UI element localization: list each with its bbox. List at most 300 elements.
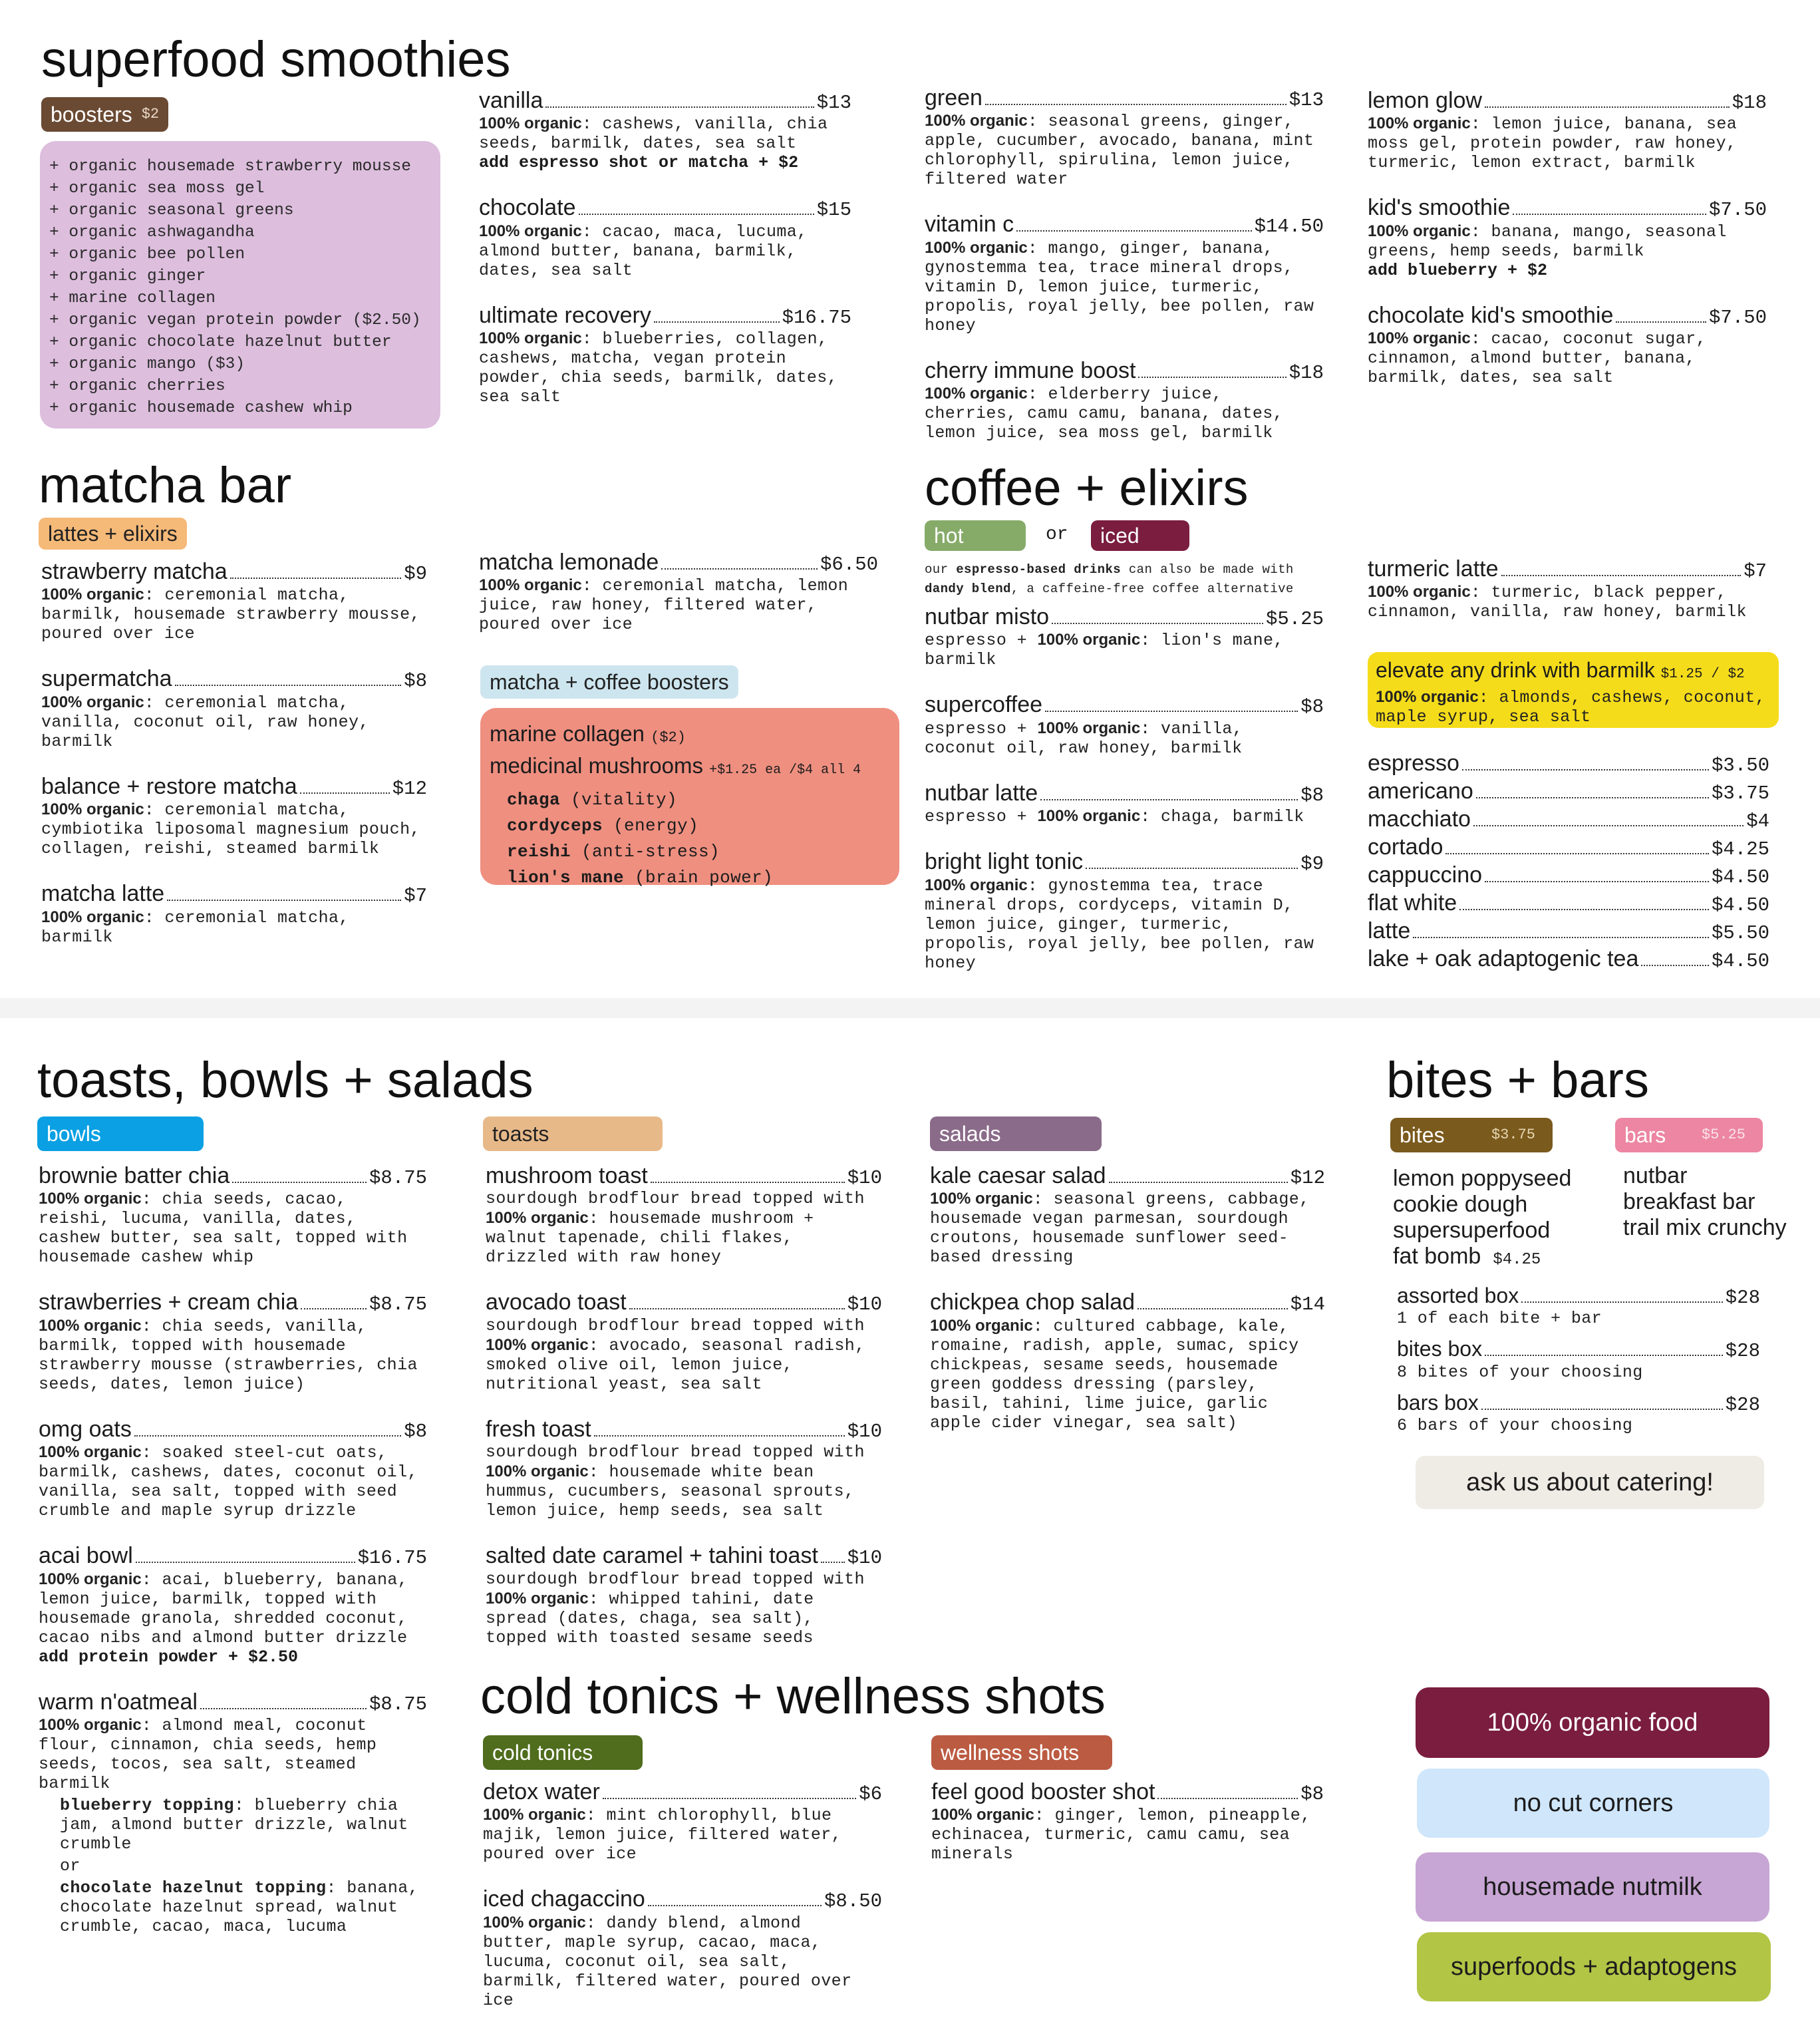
menu-item-row — [486, 1543, 882, 1569]
dot-leader — [661, 568, 818, 570]
espresso-item-cappuccino — [1368, 862, 1769, 890]
item-ingredients: : ceremonial matcha, barmilk — [41, 908, 349, 947]
turmeric-block — [1368, 556, 1767, 644]
elevate-organic: 100% organic — [1376, 688, 1479, 706]
dot-leader — [648, 1905, 822, 1906]
item-ingredients: : cashews, vanilla, chia seeds, barmilk, dates, sea salt — [479, 114, 828, 154]
bar-item: trail mix crunchy — [1623, 1215, 1787, 1240]
item-price: $8.75 — [369, 1167, 427, 1189]
item-ingredients: : avocado, seasonal radish, smoked olive oil, lemon juice, nutritional yeast, sea salt — [486, 1335, 865, 1394]
organic-label: 100% organic — [483, 1806, 586, 1824]
item-name: nutbar misto — [925, 604, 1050, 629]
menu-item-green — [925, 85, 1324, 189]
item-ingredients: : gynostemma tea, trace mineral drops, cordyceps, vitamin D, lemon juice, ginger, turmeric, propolis, royal jelly, bee pollen, raw honey — [925, 876, 1314, 973]
menu-item-avocado-toast — [486, 1289, 882, 1393]
organic-label: 100% organic — [930, 1316, 1033, 1335]
organic-label: 100% organic — [39, 1570, 142, 1588]
item-description — [925, 630, 1324, 669]
espresso-item-cortado — [1368, 834, 1769, 862]
box-description: 8 bites of your choosing — [1397, 1362, 1643, 1382]
item-description — [479, 329, 851, 407]
item-price: $14.50 — [1254, 216, 1324, 238]
mushroom-chaga — [507, 787, 899, 813]
dot-leader — [1485, 881, 1709, 882]
boosters-pill — [41, 97, 168, 132]
item-price: $3.75 — [1711, 782, 1769, 804]
item-name: kid's smoothie — [1368, 195, 1511, 221]
item-name: cappuccino — [1368, 862, 1483, 888]
organic-label: 100% organic — [41, 908, 144, 926]
menu-item-brownie-batter-chia — [39, 1163, 427, 1267]
item-prefix: sourdough brodflour bread topped with — [486, 1443, 865, 1462]
dot-leader — [1485, 1355, 1723, 1356]
dot-leader — [1138, 377, 1286, 378]
mushroom-lion-s-mane — [507, 865, 899, 891]
item-price: $12 — [392, 777, 427, 800]
elevate-box — [1368, 652, 1779, 728]
wellness-shots-col — [931, 1779, 1324, 1886]
organic-label: 100% organic — [1037, 719, 1141, 737]
item-description — [41, 800, 427, 858]
menu-item-nutbar-latte — [925, 780, 1324, 826]
dot-leader — [594, 1435, 845, 1437]
item-price: $8 — [404, 670, 427, 693]
item-name: brownie batter chia — [39, 1163, 230, 1188]
dot-leader — [1459, 909, 1709, 910]
item-ingredients: : ceremonial matcha, vanilla, coconut oil, raw honey, barmilk — [41, 693, 369, 751]
dot-leader — [1045, 711, 1298, 712]
booster-item: + marine collagen — [49, 289, 216, 307]
booster-item: + organic seasonal greens — [49, 202, 294, 220]
item-price: $4.50 — [1711, 894, 1769, 916]
item-name: strawberry matcha — [41, 559, 228, 584]
item-price: $18 — [1289, 361, 1324, 384]
note-mid: can also be made with — [1128, 562, 1294, 577]
item-prefix: sourdough brodflour bread topped with — [486, 1315, 865, 1335]
item-name: detox water — [483, 1779, 600, 1804]
menu-item-row — [931, 1779, 1324, 1805]
oatmeal-ingredients: : almond meal, coconut flour, cinnamon, chia seeds, hemp seeds, tocos, sea salt, steamed barmilk — [39, 1716, 377, 1794]
dot-leader — [629, 1308, 845, 1309]
item-price: $4.50 — [1711, 950, 1769, 972]
dot-leader — [654, 321, 780, 323]
organic-label: 100% organic — [41, 693, 144, 711]
menu-item-row — [1368, 303, 1767, 329]
note-pre: our — [925, 562, 949, 577]
badge-organic-food: 100% organic food — [1416, 1687, 1769, 1758]
item-description — [931, 1805, 1324, 1864]
item-name: strawberries + cream chia — [39, 1289, 299, 1315]
dot-leader — [1521, 1301, 1723, 1303]
topping-2-desc: : banana, chocolate hazelnut spread, walnut crumble, cacao, maca, lucuma — [60, 1878, 419, 1937]
item-name: lake + oak adaptogenic tea — [1368, 946, 1639, 971]
mushrooms-name: medicinal mushrooms — [490, 753, 703, 778]
matcha-col-1 — [41, 559, 427, 969]
mushroom-name: cordyceps — [507, 816, 603, 836]
organic-label: 100% organic — [486, 1209, 589, 1228]
dot-leader — [651, 1182, 845, 1183]
organic-label: 100% organic — [479, 114, 582, 133]
menu-item-omg-oats — [39, 1417, 427, 1520]
box-row — [1397, 1284, 1760, 1309]
bite-item: lemon poppyseed — [1393, 1166, 1572, 1191]
organic-label: 100% organic — [925, 238, 1028, 257]
organic-label: 100% organic — [39, 1190, 142, 1208]
drinks-menu — [0, 0, 1820, 998]
elevate-price: $1.25 / $2 — [1660, 667, 1745, 682]
fat-bomb-price: $4.25 — [1493, 1251, 1541, 1269]
item-price: $8 — [1300, 1783, 1324, 1805]
item-ingredients: : chaga, barmilk — [1140, 807, 1304, 827]
bowls-pill: bowls — [37, 1116, 204, 1151]
mushroom-list — [490, 787, 899, 891]
item-description — [925, 719, 1324, 758]
bars-pill — [1615, 1118, 1763, 1152]
iced-pill: iced — [1091, 520, 1189, 551]
box-item-bites-box — [1397, 1337, 1760, 1381]
cold-tonics-col — [483, 1779, 882, 2033]
item-price: $8.50 — [824, 1890, 882, 1913]
item-ingredients: : lemon juice, banana, sea moss gel, protein powder, raw honey, turmeric, lemon extract, barmilk — [1368, 114, 1738, 173]
item-prefix: sourdough brodflour bread topped with — [486, 1569, 865, 1589]
dot-leader — [1641, 965, 1709, 966]
organic-label: 100% organic — [1368, 329, 1471, 348]
smoothies-col-3 — [925, 85, 1324, 465]
menu-item-supermatcha — [41, 666, 427, 751]
dot-leader — [1138, 1308, 1288, 1309]
item-description — [41, 908, 427, 947]
item-price: $28 — [1725, 1340, 1760, 1363]
menu-item-row — [41, 666, 427, 692]
item-ingredients: : chia seeds, cacao, reishi, lucuma, vanilla, dates, cashew butter, sea salt, topped with housemade cashew whip — [39, 1190, 408, 1268]
dot-leader — [1052, 623, 1263, 624]
bar-item: breakfast bar — [1623, 1189, 1755, 1214]
item-description — [39, 1189, 427, 1267]
box-row — [1397, 1337, 1760, 1362]
smoothies-col-2 — [479, 88, 851, 429]
organic-label: 100% organic — [930, 1190, 1033, 1208]
organic-label: 100% organic — [39, 1316, 142, 1335]
espresso-item-lake-oak-adaptogenic-tea — [1368, 946, 1769, 974]
item-price: $14 — [1290, 1293, 1325, 1316]
catering-box[interactable]: ask us about catering! — [1416, 1456, 1764, 1509]
boosters-list — [49, 156, 440, 419]
item-price: $4.50 — [1711, 866, 1769, 888]
menu-item-vanilla — [479, 88, 851, 172]
item-price: $7.50 — [1708, 306, 1767, 329]
item-price: $6 — [859, 1783, 882, 1805]
menu-item-row — [930, 1289, 1325, 1315]
menu-item-row — [41, 774, 427, 800]
item-price: $6.50 — [820, 554, 878, 576]
item-name: iced chagaccino — [483, 1886, 645, 1912]
bite-item-fat-bomb — [1393, 1244, 1612, 1273]
item-name: latte — [1368, 918, 1411, 943]
organic-label: 100% organic — [479, 576, 582, 595]
note-bold-1: espresso-based drinks — [956, 562, 1122, 577]
menu-item-row — [39, 1543, 427, 1569]
item-description — [925, 238, 1324, 335]
booster-item: + organic bee pollen — [49, 246, 245, 263]
dot-leader — [1086, 868, 1298, 869]
item-name: americano — [1368, 778, 1473, 804]
item-ingredients: : mint chlorophyll, blue majik, lemon juice, filtered water, poured over ice — [483, 1806, 842, 1864]
item-description — [930, 1189, 1325, 1267]
menu-item-chocolate — [479, 195, 851, 279]
organic-label: 100% organic — [1037, 807, 1141, 826]
menu-item-row — [479, 550, 878, 576]
organic-label: 100% organic — [41, 800, 144, 819]
item-name: chocolate kid's smoothie — [1368, 302, 1614, 328]
menu-item-row — [1368, 88, 1767, 114]
item-description — [925, 111, 1324, 189]
item-name: acai bowl — [39, 1543, 133, 1569]
menu-item-turmeric-latte — [1368, 556, 1767, 621]
menu-item-row — [41, 881, 427, 907]
dot-leader — [1485, 106, 1730, 108]
dot-leader — [1413, 937, 1709, 938]
item-price: $9 — [404, 563, 427, 585]
item-name: macchiato — [1368, 806, 1471, 832]
item-price: $10 — [847, 1167, 882, 1189]
espresso-item-latte — [1368, 918, 1769, 946]
item-ingredients: : cacao, maca, lucuma, almond butter, banana, barmilk, dates, sea salt — [479, 222, 808, 280]
item-price: $8 — [404, 1420, 427, 1443]
item-price: $7.50 — [1708, 199, 1767, 222]
dot-leader — [1016, 230, 1251, 232]
menu-item-row — [925, 849, 1324, 875]
menu-item-supercoffee — [925, 692, 1324, 757]
item-description — [1368, 114, 1767, 172]
menu-item-detox-water — [483, 1779, 882, 1864]
item-description — [1368, 582, 1767, 621]
menu-item-fresh-toast — [486, 1417, 882, 1520]
item-prefix: sourdough brodflour bread topped with — [486, 1189, 865, 1209]
badge-no-cut-corners: no cut corners — [1417, 1769, 1769, 1838]
item-description — [486, 1189, 882, 1267]
dot-leader — [301, 1308, 367, 1309]
bites-items — [1393, 1166, 1612, 1273]
toasts-pill: toasts — [483, 1116, 663, 1151]
item-description — [483, 1805, 882, 1864]
badge-housemade-nutmilk: housemade nutmilk — [1416, 1852, 1769, 1922]
dot-leader — [1445, 853, 1709, 854]
item-description — [925, 384, 1324, 442]
collagen-price: ($2) — [651, 729, 686, 746]
menu-item-strawberry-matcha — [41, 559, 427, 643]
dot-leader — [603, 1798, 856, 1799]
item-ingredients: : ceremonial matcha, barmilk, housemade strawberry mousse, poured over ice — [41, 586, 420, 644]
item-description — [39, 1316, 427, 1394]
dot-leader — [1462, 769, 1709, 770]
item-ingredients: : turmeric, black pepper, cinnamon, vanilla, raw honey, barmilk — [1368, 583, 1747, 622]
item-ingredients: : seasonal greens, ginger, apple, cucumber, avocado, banana, mint chlorophyll, spirulina, lemon juice, filtered water — [925, 112, 1314, 190]
bite-item: cookie dough — [1393, 1192, 1528, 1217]
item-description — [39, 1570, 427, 1647]
organic-label: 100% organic — [483, 1913, 586, 1932]
item-price: $18 — [1732, 92, 1767, 114]
item-price: $13 — [1289, 89, 1324, 111]
organic-label: 100% organic — [1368, 114, 1471, 133]
dot-leader — [1513, 214, 1706, 215]
dot-leader — [1616, 321, 1706, 323]
dot-leader — [1157, 1798, 1298, 1799]
menu-item-bright-light-tonic — [925, 849, 1324, 972]
organic-label: 100% organic — [479, 329, 582, 348]
item-price: $8 — [1300, 696, 1324, 719]
menu-item-row — [483, 1779, 882, 1805]
item-name: green — [925, 85, 983, 110]
organic-label: 100% organic — [925, 876, 1028, 894]
item-ingredients: : ceremonial matcha, cymbiotika liposomal magnesium pouch, collagen, reishi, steamed barmilk — [41, 800, 420, 859]
item-prefix: espresso + — [925, 807, 1038, 827]
item-description — [479, 114, 851, 153]
organic-label: 100% organic — [1368, 222, 1471, 240]
dot-leader — [232, 1182, 367, 1183]
menu-item-matcha-latte — [41, 881, 427, 946]
topping-1-name: blueberry topping — [60, 1796, 234, 1816]
menu-item-kale-caesar-salad — [930, 1163, 1325, 1267]
menu-item-cherry-immune-boost — [925, 358, 1324, 442]
item-name: matcha latte — [41, 881, 165, 907]
item-name: fresh toast — [486, 1416, 591, 1442]
smoothies-col-4 — [1368, 88, 1767, 410]
menu-item-row — [925, 780, 1324, 806]
item-prefix: espresso + — [925, 631, 1038, 651]
menu-item-row — [41, 559, 427, 585]
organic-label: 100% organic — [925, 112, 1028, 130]
cold-tonics-pill: cold tonics — [483, 1735, 643, 1770]
tonics-title: cold tonics + wellness shots — [480, 1668, 1106, 1725]
menu-item-row — [486, 1163, 882, 1189]
item-name: bites box — [1397, 1337, 1483, 1361]
item-name: vanilla — [479, 88, 543, 113]
bar-item: nutbar — [1623, 1163, 1688, 1188]
item-name: assorted box — [1397, 1283, 1519, 1307]
item-name: espresso — [1368, 751, 1459, 776]
dot-leader — [1109, 1182, 1288, 1183]
item-ingredients: : lion's mane, barmilk — [925, 631, 1284, 670]
menu-item-kid-s-smoothie — [1368, 195, 1767, 279]
item-ingredients: : cacao, coconut sugar, cinnamon, almond butter, banana, barmilk, dates, sea salt — [1368, 329, 1706, 388]
elevate-title-line — [1376, 657, 1771, 687]
organic-label: 100% organic — [931, 1806, 1034, 1824]
item-ingredients: : banana, mango, seasonal greens, hemp seeds, barmilk — [1368, 222, 1727, 261]
booster-item: + organic mango ($3) — [49, 355, 245, 373]
menu-item-row — [39, 1417, 427, 1443]
box-item-assorted-box — [1397, 1284, 1760, 1328]
mushrooms-price: +$1.25 ea /$4 all 4 — [709, 763, 861, 778]
menu-item-feel-good-booster-shot — [931, 1779, 1324, 1864]
salads-col — [930, 1163, 1325, 1455]
item-description — [930, 1316, 1325, 1433]
item-name: matcha lemonade — [479, 550, 659, 575]
dot-leader — [1473, 825, 1744, 826]
item-name: chocolate — [479, 195, 576, 221]
item-ingredients: : mango, ginger, banana, gynostemma tea, trace mineral drops, vitamin D, lemon juice, turmeric, propolis, royal jelly, bee pollen, raw honey — [925, 238, 1314, 335]
item-name: lemon glow — [1368, 88, 1482, 113]
menu-item-salted-date-caramel-tahini-toast — [486, 1543, 882, 1647]
item-price: $9 — [1300, 853, 1324, 876]
toasts-col — [486, 1163, 882, 1670]
note-post: , a caffeine-free coffee alternative — [1010, 582, 1294, 596]
item-price: $28 — [1725, 1393, 1760, 1416]
box-item-bars-box — [1397, 1391, 1760, 1435]
oatmeal-desc — [39, 1715, 427, 1793]
menu-item-row — [930, 1163, 1325, 1189]
organic-label: 100% organic — [486, 1335, 589, 1354]
item-name: nutbar latte — [925, 780, 1038, 806]
box-description: 1 of each bite + bar — [1397, 1309, 1602, 1329]
item-description — [479, 576, 878, 634]
hot-pill: hot — [925, 520, 1026, 551]
boosters-box — [40, 141, 440, 428]
mushroom-note: (vitality) — [571, 790, 678, 810]
item-name: chickpea chop salad — [930, 1289, 1136, 1315]
item-name: supercoffee — [925, 692, 1043, 718]
dot-leader — [136, 1562, 355, 1563]
menu-item-row — [925, 85, 1324, 111]
dot-leader — [230, 578, 402, 579]
item-price: $10 — [847, 1293, 882, 1316]
item-price: $7 — [1744, 560, 1767, 582]
oatmeal-organic: 100% organic — [39, 1716, 142, 1735]
item-price: $8.75 — [369, 1293, 427, 1316]
booster-item: + organic ashwagandha — [49, 224, 255, 242]
bars-label: bars — [1624, 1123, 1666, 1147]
menu-item-row — [925, 692, 1324, 718]
dot-leader — [1501, 575, 1742, 576]
item-name: balance + restore matcha — [41, 773, 297, 799]
item-price: $12 — [1290, 1167, 1325, 1189]
menu-item-chickpea-chop-salad — [930, 1289, 1325, 1432]
boxes-list — [1397, 1284, 1760, 1445]
dot-leader — [821, 1562, 845, 1563]
item-name: avocado toast — [486, 1289, 627, 1315]
item-price: $3.50 — [1711, 755, 1769, 776]
item-description — [41, 693, 427, 751]
bite-item: supersuperfood — [1393, 1218, 1551, 1243]
item-description — [41, 585, 427, 643]
dot-leader — [579, 214, 814, 215]
item-description — [1368, 222, 1767, 261]
item-price: $8 — [1300, 784, 1324, 806]
topping-2-name: chocolate hazelnut topping — [60, 1878, 327, 1898]
item-name: flat white — [1368, 890, 1457, 916]
organic-label: 100% organic — [1368, 583, 1471, 601]
dot-leader — [300, 792, 390, 794]
topping-1-desc: : blueberry chia jam, almond butter drizzle, walnut crumble — [60, 1796, 408, 1854]
espresso-item-espresso — [1368, 751, 1769, 778]
item-description — [925, 806, 1324, 826]
item-price: $10 — [847, 1420, 882, 1443]
menu-item-row — [1368, 195, 1767, 221]
item-price: $10 — [847, 1547, 882, 1570]
item-description — [486, 1443, 882, 1520]
item-ingredients: : whipped tahini, date spread (dates, chaga, sea salt), topped with toasted sesame seeds — [486, 1589, 814, 1647]
item-name: turmeric latte — [1368, 556, 1499, 582]
item-price: $28 — [1725, 1287, 1760, 1309]
elevate-desc — [1376, 687, 1771, 727]
mushroom-name: reishi — [507, 842, 571, 862]
booster-item: + organic housemade cashew whip — [49, 399, 353, 417]
dandy-note — [925, 560, 1324, 599]
mushroom-note: (energy) — [613, 816, 699, 836]
item-add-on: add blueberry + $2 — [1368, 260, 1548, 280]
item-ingredients: : housemade white bean hummus, cucumbers, seasonal sprouts, lemon juice, hemp seeds, sea salt — [486, 1462, 855, 1521]
espresso-list — [1368, 751, 1769, 974]
organic-label: 100% organic — [486, 1589, 589, 1608]
